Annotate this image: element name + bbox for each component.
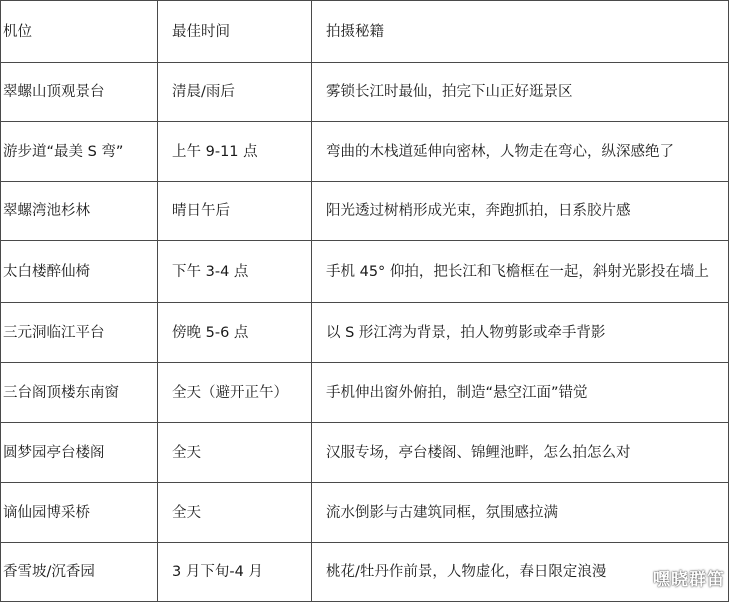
- time-cell: 晴日午后: [158, 182, 312, 241]
- tip-cell: 雾锁长江时最仙，拍完下山正好逛景区: [312, 63, 729, 122]
- table-row: [1, 182, 729, 241]
- spot-cell: 谪仙园博采桥: [1, 483, 158, 543]
- table-row: [1, 483, 729, 543]
- time-cell: 全天（避开正午）: [158, 363, 312, 423]
- time-cell: 3 月下旬-4 月: [158, 543, 312, 602]
- spot-cell: 翠螺山顶观景台: [1, 63, 158, 122]
- table-row: [1, 363, 729, 423]
- spot-cell: 太白楼醉仙椅: [1, 241, 158, 303]
- header-spot: 机位: [1, 1, 158, 63]
- time-cell: 下午 3-4 点: [158, 241, 312, 303]
- tip-cell: 桃花/牡丹作前景，人物虚化，春日限定浪漫: [312, 543, 729, 602]
- tip-cell: 汉服专场，亭台楼阁、锦鲤池畔，怎么拍怎么对: [312, 423, 729, 483]
- time-cell: 清晨/雨后: [158, 63, 312, 122]
- table-row: [1, 241, 729, 303]
- time-cell: 全天: [158, 483, 312, 543]
- tip-cell: 以 S 形江湾为背景，拍人物剪影或牵手背影: [312, 303, 729, 363]
- spot-cell: 翠螺湾池杉林: [1, 182, 158, 241]
- tip-cell: 手机伸出窗外俯拍，制造“悬空江面”错觉: [312, 363, 729, 423]
- spot-cell: 游步道“最美 S 弯”: [1, 122, 158, 182]
- tip-cell: 手机 45° 仰拍，把长江和飞檐框在一起，斜射光影投在墙上: [312, 241, 729, 303]
- table-row: [1, 423, 729, 483]
- time-cell: 傍晚 5-6 点: [158, 303, 312, 363]
- header-time: 最佳时间: [158, 1, 312, 63]
- tip-cell: 弯曲的木栈道延伸向密林，人物走在弯心，纵深感绝了: [312, 122, 729, 182]
- spot-cell: 三台阁顶楼东南窗: [1, 363, 158, 423]
- spot-cell: 三元洞临江平台: [1, 303, 158, 363]
- spot-cell: 圆梦园亭台楼阁: [1, 423, 158, 483]
- table-row: [1, 543, 729, 602]
- tip-cell: 流水倒影与古建筑同框，氛围感拉满: [312, 483, 729, 543]
- header-row: [1, 1, 729, 63]
- tip-cell: 阳光透过树梢形成光束，奔跑抓拍，日系胶片感: [312, 182, 729, 241]
- time-cell: 全天: [158, 423, 312, 483]
- table-row: [1, 63, 729, 122]
- table-row: [1, 303, 729, 363]
- watermark: 嘿晓群笛: [653, 570, 725, 590]
- table-row: [1, 122, 729, 182]
- spot-cell: 香雪坡/沉香园: [1, 543, 158, 602]
- header-tip: 拍摄秘籍: [312, 1, 729, 63]
- time-cell: 上午 9-11 点: [158, 122, 312, 182]
